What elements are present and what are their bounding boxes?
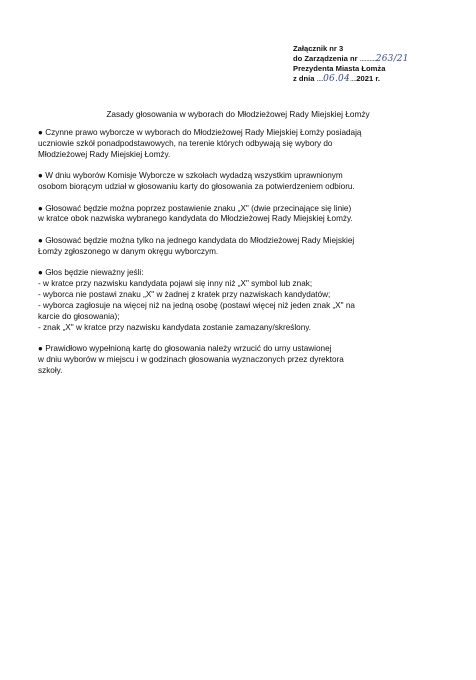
paragraph-line: - znak „X" w kratce przy nazwisku kandydata zostanie zamazany/skreślony. [38, 322, 312, 332]
order-line [293, 54, 463, 64]
paragraph-ballot-issue [38, 171, 437, 193]
paragraph-line: Łomży zgłoszonego w danym okręgu wyborczym. [38, 246, 219, 256]
paragraph-ballot-box [38, 344, 437, 377]
paragraph-single-candidate [38, 236, 437, 258]
paragraph-voting-method [38, 204, 437, 226]
paragraph-line: - wyborca zagłosuje na więcej niż na jedną osobę (postawi więcej niż jeden znak „X" na [38, 300, 355, 310]
paragraph-line: uczniowie szkół ponadpodstawowych, na terenie których odbywają się wybory do [38, 138, 333, 148]
paragraph-voting-rights [38, 128, 437, 161]
order-prefix: do Zarządzenia nr [293, 54, 358, 63]
order-dots: .......... [359, 54, 376, 63]
paragraph-line: ● Głosować będzie można tylko na jednego kandydata do Młodzieżowej Rady Miejskiej [38, 235, 355, 245]
paragraph-line: karcie do głosowania); [38, 311, 120, 321]
paragraph-line: w kratce obok nazwiska wybranego kandydata do Młodzieżowej Rady Miejskiej Łomży. [38, 214, 353, 224]
annex-label: Załącznik nr 3 [293, 44, 344, 53]
paragraph-invalid-vote [38, 268, 437, 333]
paragraph-line: ● Głosować będzie można poprzez postawienie znaku „X" (dwie przecinające się linie) [38, 203, 352, 213]
document-title: Zasady głosowania w wyborach do Młodzieżowej Rady Miejskiej Łomży [106, 109, 370, 119]
paragraph-line: - wyborca nie postawi znaku „X" w żadnej z kratek przy nazwiskach kandydatów; [38, 289, 331, 299]
paragraph-line: w dniu wyborów w miejscu i w godzinach głosowania wyznaczonych przez dyrektora [38, 355, 344, 364]
date-handwritten: 06.04 [323, 74, 350, 84]
paragraph-line: ● W dniu wyborów Komisje Wyborcze w szkołach wydadzą wszystkim uprawnionym [38, 171, 343, 181]
date-line [293, 74, 463, 84]
paragraph-line: ● Czynne prawo wyborcze w wyborach do Młodzieżowej Rady Miejskiej Łomży posiadają [38, 128, 362, 137]
annex-header [293, 44, 463, 84]
paragraph-line: osobom biorącym udział w głosowaniu karty do głosowania za potwierdzeniem odbioru. [38, 182, 355, 192]
date-suffix: 2021 r. [356, 74, 380, 83]
document-body [38, 128, 437, 387]
date-prefix: z dnia [293, 74, 315, 83]
paragraph-line: Młodzieżowej Rady Miejskiej Łomży. [38, 149, 171, 159]
order-number-handwritten: 263/21 [375, 54, 409, 64]
issuer: Prezydenta Miasta Łomża [293, 64, 386, 73]
paragraph-line: ● Głos będzie nieważny jeśli: [38, 268, 144, 278]
paragraph-line: szkoły. [38, 365, 63, 375]
date-dots-after: .... [349, 74, 357, 83]
paragraph-line: ● Prawidłowo wypełnioną kartę do głosowania należy wrzucić do urny ustawionej [38, 344, 332, 354]
date-dots-before: .... [316, 74, 324, 83]
paragraph-line: - w kratce przy nazwisku kandydata pojawi się inny niż „X" symbol lub znak; [38, 279, 313, 289]
